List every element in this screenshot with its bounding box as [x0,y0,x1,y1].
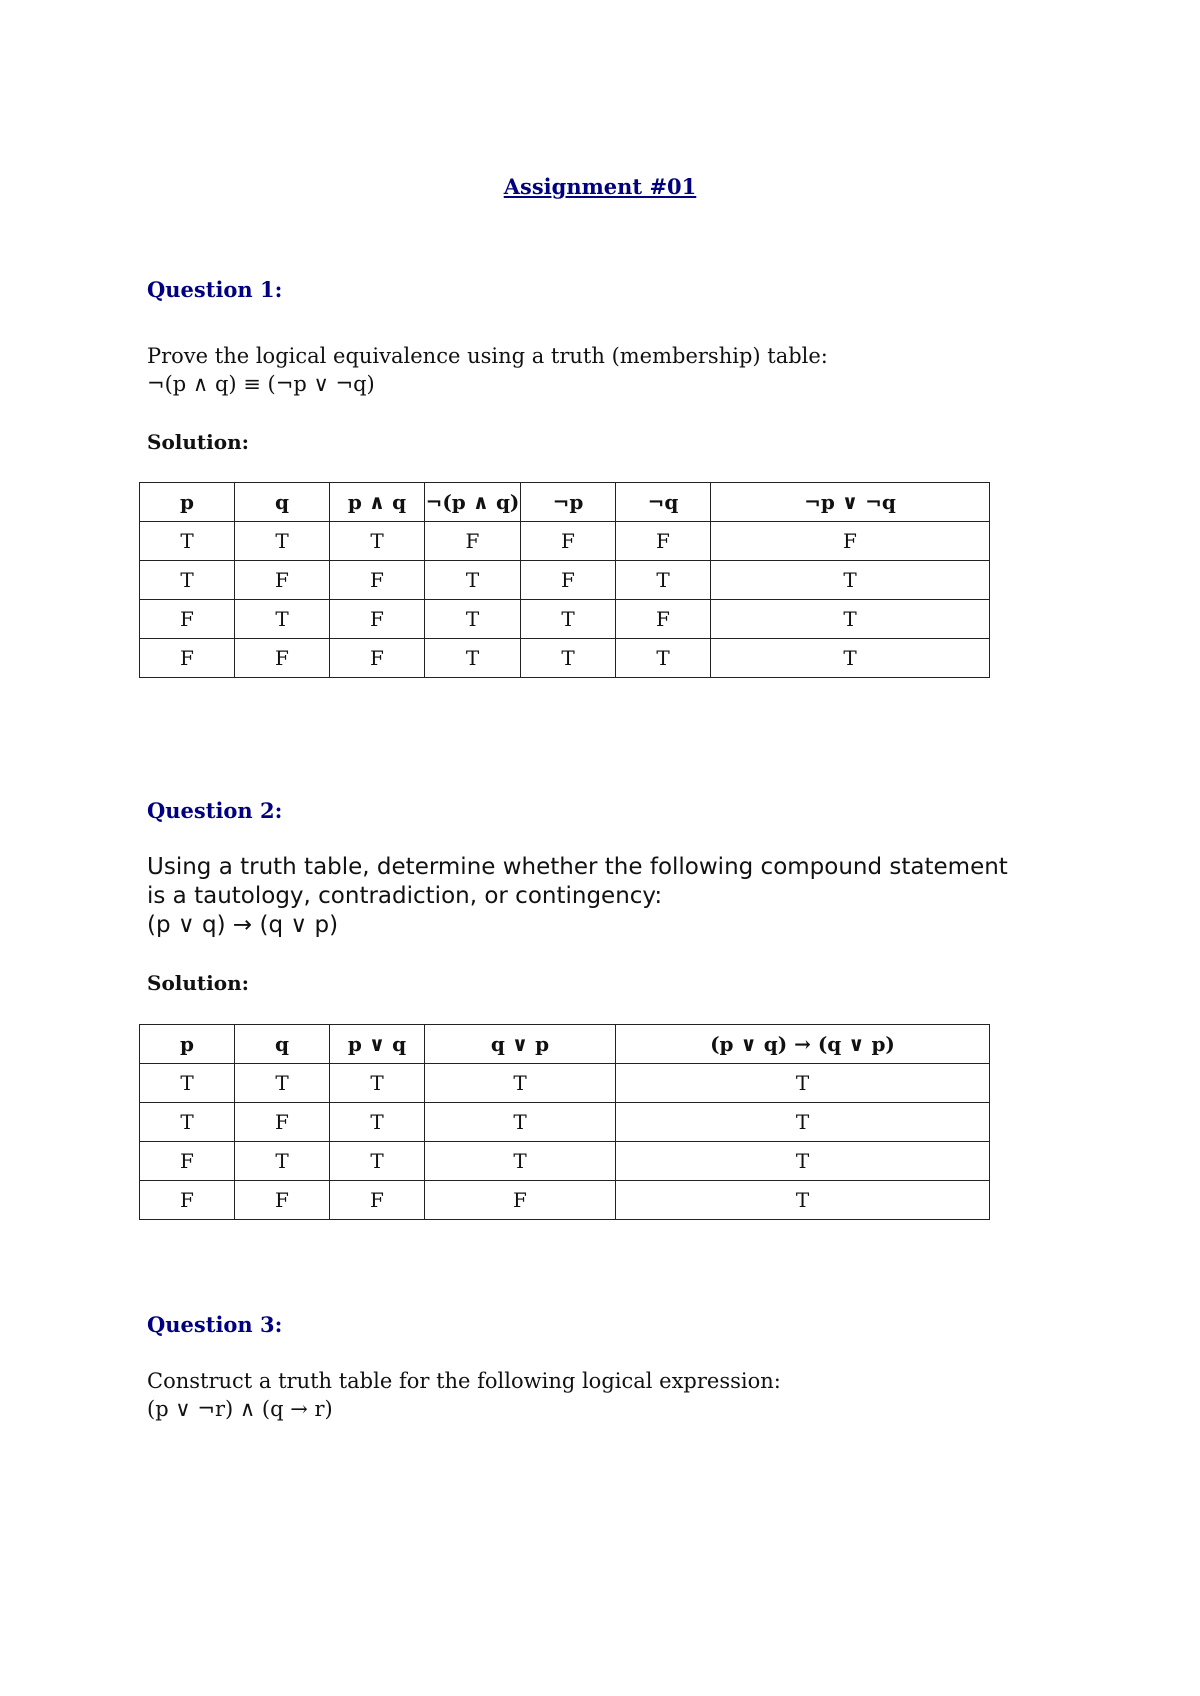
table-cell: T [330,1103,425,1142]
table-cell: T [425,600,521,639]
table-cell: T [616,1181,990,1220]
table-cell: F [425,1181,616,1220]
question-2-truth-table [139,1024,990,1220]
question-1-prompt-line-1: Prove the logical equivalence using a truth (membership) table: [147,344,828,368]
table-cell: T [425,561,521,600]
table-cell: F [235,639,330,678]
question-1-expression: ¬(p ∧ q) ≡ (¬p ∨ ¬q) [147,372,375,396]
table-cell: F [140,1181,235,1220]
table-cell: T [711,639,990,678]
table-cell: T [616,1103,990,1142]
column-header: p [140,483,235,522]
table-cell: F [235,1181,330,1220]
table-cell: F [330,639,425,678]
table-cell: F [140,639,235,678]
table-cell: T [425,1103,616,1142]
table-cell: T [235,600,330,639]
column-header: ¬q [616,483,711,522]
table-cell: T [235,1142,330,1181]
question-2-prompt-line-1: Using a truth table, determine whether the following compound statement [147,854,1008,880]
table-cell: F [521,561,616,600]
table-cell: T [616,561,711,600]
column-header: p ∧ q [330,483,425,522]
table-row [140,1181,990,1220]
table-row [140,639,990,678]
table-cell: T [616,1064,990,1103]
table-cell: T [425,1064,616,1103]
question-3-prompt-line-1: Construct a truth table for the following logical expression: [147,1369,781,1393]
table-cell: T [140,1103,235,1142]
table-cell: T [521,639,616,678]
table-cell: F [330,600,425,639]
table-row [140,1103,990,1142]
question-1-solution-label: Solution: [147,430,250,454]
table-cell: T [235,1064,330,1103]
table-row [140,600,990,639]
column-header: ¬p [521,483,616,522]
table-cell: T [140,561,235,600]
table-row [140,561,990,600]
table-cell: T [616,1142,990,1181]
table-cell: T [140,1064,235,1103]
assignment-title: Assignment #01 [503,174,697,199]
table-cell: F [425,522,521,561]
table-cell: T [425,1142,616,1181]
table-row [140,522,990,561]
question-3-heading: Question 3: [147,1312,283,1337]
column-header: p ∨ q [330,1025,425,1064]
table-cell: F [521,522,616,561]
question-1-heading: Question 1: [147,277,283,302]
table-cell: F [235,1103,330,1142]
table-cell: F [235,561,330,600]
table-cell: T [235,522,330,561]
column-header: ¬(p ∧ q) [425,483,521,522]
question-2-expression: (p ∨ q) → (q ∨ p) [147,912,339,938]
question-2-prompt-line-2: is a tautology, contradiction, or contingency: [147,883,663,909]
table-cell: F [616,522,711,561]
question-3-prompt [147,1367,781,1423]
table-cell: F [330,561,425,600]
table-cell: T [521,600,616,639]
column-header: q ∨ p [425,1025,616,1064]
column-header: q [235,483,330,522]
question-2-prompt [147,853,1008,940]
table-header-row [140,483,990,522]
table-cell: T [330,522,425,561]
table-cell: F [711,522,990,561]
table-cell: F [330,1181,425,1220]
table-row [140,1142,990,1181]
table-cell: T [330,1064,425,1103]
column-header: q [235,1025,330,1064]
table-cell: T [616,639,711,678]
table-cell: F [140,600,235,639]
table-cell: T [140,522,235,561]
table-row [140,1064,990,1103]
question-1-truth-table [139,482,990,678]
table-cell: F [140,1142,235,1181]
table-cell: T [711,600,990,639]
question-2-solution-label: Solution: [147,971,250,995]
column-header: (p ∨ q) → (q ∨ p) [616,1025,990,1064]
table-cell: T [425,639,521,678]
table-cell: T [711,561,990,600]
column-header: ¬p ∨ ¬q [711,483,990,522]
question-2-heading: Question 2: [147,798,283,823]
table-cell: F [616,600,711,639]
table-cell: T [330,1142,425,1181]
column-header: p [140,1025,235,1064]
question-3-expression: (p ∨ ¬r) ∧ (q → r) [147,1397,333,1421]
question-1-prompt [147,342,828,398]
table-header-row [140,1025,990,1064]
